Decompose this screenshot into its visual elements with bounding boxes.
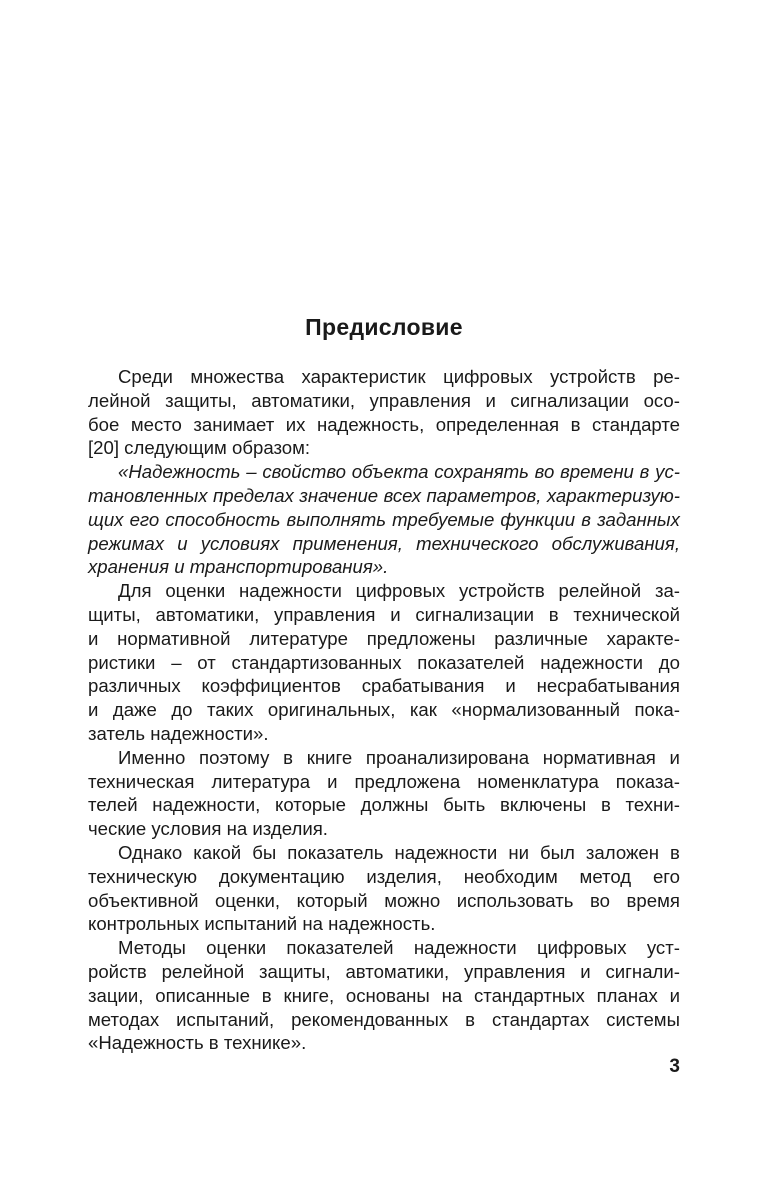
text-line: тановленных пределах значение всех параметров, характеризую-: [88, 484, 680, 506]
text-line: Среди множества характеристик цифровых устройств ре-: [118, 366, 680, 387]
text-line: Однако какой бы показатель надежности ни был заложен в: [118, 841, 680, 863]
text-line: [20] следующим образом:: [88, 437, 311, 459]
text-line: контрольных испытаний на надежность.: [88, 913, 436, 935]
text-line: хранения и транспортирования».: [88, 556, 389, 578]
text-line: различных коэффициентов срабатывания и несрабатывания: [88, 675, 680, 697]
text-line: методах испытаний, рекомендованных в стандартах системы: [88, 1008, 680, 1030]
page-title: Предисловие: [305, 314, 463, 340]
text-line: щих его способность выполнять требуемые функции в заданных: [88, 508, 680, 530]
text-line: бое место занимает их надежность, определенная в стандарте: [88, 413, 680, 435]
text-line: и даже до таких оригинальных, как «нормализованный пока-: [88, 699, 680, 721]
text-line: Методы оценки показателей надежности цифровых уст-: [118, 937, 680, 959]
text-line: зации, описанные в книге, основаны на стандартных планах и: [88, 984, 680, 1006]
text-line: ройств релейной защиты, автоматики, управления и сигнали-: [88, 960, 680, 982]
text-line: режимах и условиях применения, технического обслуживания,: [88, 532, 680, 554]
text-line: Для оценки надежности цифровых устройств релейной за-: [118, 580, 680, 602]
text-line: техническую документацию изделия, необходим метод его: [88, 865, 680, 887]
text-line: техническая литература и предложена номенклатура показа-: [88, 770, 680, 792]
text-line: ристики – от стандартизованных показателей надежности до: [88, 651, 680, 673]
text-line: ческие условия на изделия.: [88, 818, 328, 840]
text-line: затель надежности».: [88, 722, 269, 744]
body-text: [88, 365, 680, 1055]
text-line: «Надежность в технике».: [88, 1032, 307, 1054]
text-line: телей надежности, которые должны быть включены в техни-: [88, 794, 680, 816]
page-number: 3: [669, 1056, 680, 1077]
text-line: щиты, автоматики, управления и сигнализации в технической: [88, 603, 680, 625]
text-line: «Надежность – свойство объекта сохранять во времени в ус-: [118, 461, 680, 483]
text-line: Именно поэтому в книге проанализирована нормативная и: [118, 746, 680, 768]
text-line: лейной защиты, автоматики, управления и сигнализации осо-: [88, 389, 680, 411]
text-line: объективной оценки, который можно использовать во время: [88, 889, 680, 911]
text-line: и нормативной литературе предложены различные характе-: [88, 627, 680, 649]
